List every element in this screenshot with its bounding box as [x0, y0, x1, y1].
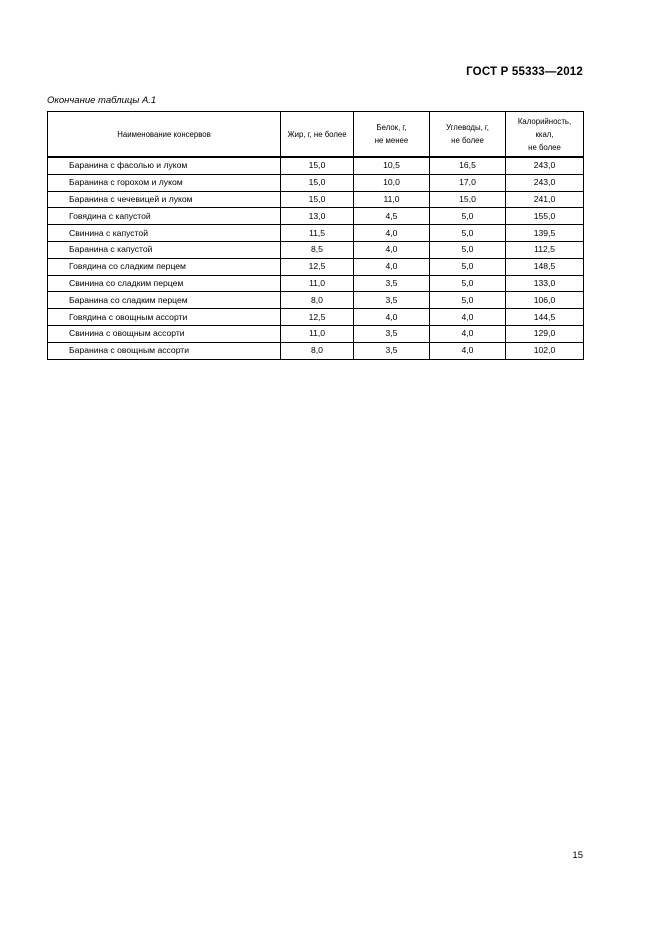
calories-cell: 155,0 — [506, 208, 584, 225]
fat-cell: 13,0 — [281, 208, 354, 225]
protein-cell: 4,0 — [354, 309, 430, 326]
carbs-cell: 5,0 — [430, 275, 506, 292]
product-name-cell: Свинина с овощным ассорти — [48, 325, 281, 342]
product-name-cell: Баранина со сладким перцем — [48, 292, 281, 309]
protein-cell: 4,5 — [354, 208, 430, 225]
fat-cell: 11,0 — [281, 275, 354, 292]
calories-cell: 106,0 — [506, 292, 584, 309]
product-name-cell: Говядина со сладким перцем — [48, 258, 281, 275]
table-row — [48, 191, 584, 208]
protein-cell: 3,5 — [354, 275, 430, 292]
carbs-cell: 5,0 — [430, 208, 506, 225]
fat-cell: 15,0 — [281, 174, 354, 191]
fat-cell: 12,5 — [281, 309, 354, 326]
calories-cell: 144,5 — [506, 309, 584, 326]
product-name-cell: Свинина с капустой — [48, 225, 281, 242]
fat-cell: 8,0 — [281, 292, 354, 309]
table-row — [48, 208, 584, 225]
column-header-text: Калорийность, — [517, 116, 572, 126]
calories-cell: 148,5 — [506, 258, 584, 275]
product-name-cell: Баранина с фасолью и луком — [48, 157, 281, 174]
protein-cell: 3,5 — [354, 325, 430, 342]
calories-cell: 241,0 — [506, 191, 584, 208]
table-row — [48, 325, 584, 342]
protein-cell: 10,0 — [354, 174, 430, 191]
fat-cell: 8,0 — [281, 342, 354, 359]
protein-cell: 4,0 — [354, 225, 430, 242]
document-code: ГОСТ Р 55333—2012 — [466, 66, 583, 78]
column-header-text: ккал, — [535, 129, 554, 139]
column-header-text: Углеводы, г, — [446, 123, 489, 132]
carbs-cell: 4,0 — [430, 309, 506, 326]
table-row — [48, 342, 584, 359]
table-row — [48, 241, 584, 258]
carbs-cell: 17,0 — [430, 174, 506, 191]
carbs-cell: 4,0 — [430, 325, 506, 342]
table-row — [48, 157, 584, 174]
calories-cell: 243,0 — [506, 157, 584, 174]
carbs-cell: 15,0 — [430, 191, 506, 208]
table-row — [48, 225, 584, 242]
column-header-fat — [281, 112, 354, 158]
fat-cell: 8,5 — [281, 241, 354, 258]
product-name-cell: Баранина с капустой — [48, 241, 281, 258]
product-name-cell: Говядина с овощным ассорти — [48, 309, 281, 326]
table-row — [48, 292, 584, 309]
carbs-cell: 5,0 — [430, 241, 506, 258]
carbs-cell: 5,0 — [430, 225, 506, 242]
fat-cell: 15,0 — [281, 191, 354, 208]
page-number: 15 — [572, 850, 583, 861]
table-row — [48, 258, 584, 275]
column-header-text: не более — [528, 142, 561, 152]
fat-cell: 11,5 — [281, 225, 354, 242]
calories-cell: 139,5 — [506, 225, 584, 242]
calories-cell: 112,5 — [506, 241, 584, 258]
table-row — [48, 275, 584, 292]
calories-cell: 133,0 — [506, 275, 584, 292]
protein-cell: 4,0 — [354, 241, 430, 258]
column-header-calories — [506, 112, 584, 158]
product-name-cell: Баранина с чечевицей и луком — [48, 191, 281, 208]
protein-cell: 10,5 — [354, 157, 430, 174]
fat-cell: 11,0 — [281, 325, 354, 342]
calories-cell: 102,0 — [506, 342, 584, 359]
table-row — [48, 309, 584, 326]
column-header-text: Белок, г, — [376, 123, 407, 132]
column-header-text: Жир, г, не более — [287, 129, 347, 139]
fat-cell: 15,0 — [281, 157, 354, 174]
product-name-cell: Баранина с горохом и луком — [48, 174, 281, 191]
carbs-cell: 16,5 — [430, 157, 506, 174]
protein-cell: 3,5 — [354, 342, 430, 359]
table-row — [48, 174, 584, 191]
protein-cell: 4,0 — [354, 258, 430, 275]
calories-cell: 243,0 — [506, 174, 584, 191]
table-header-row — [48, 112, 584, 158]
protein-cell: 3,5 — [354, 292, 430, 309]
column-header-protein — [354, 112, 430, 158]
protein-cell: 11,0 — [354, 191, 430, 208]
product-name-cell: Свинина со сладким перцем — [48, 275, 281, 292]
carbs-cell: 5,0 — [430, 258, 506, 275]
column-header-text: не более — [451, 136, 484, 145]
column-header-text: Наименование консервов — [117, 129, 211, 139]
fat-cell: 12,5 — [281, 258, 354, 275]
column-header-name — [48, 112, 281, 158]
product-name-cell: Баранина с овощным ассорти — [48, 342, 281, 359]
product-name-cell: Говядина с капустой — [48, 208, 281, 225]
carbs-cell: 5,0 — [430, 292, 506, 309]
column-header-carbs — [430, 112, 506, 158]
table-caption: Окончание таблицы А.1 — [47, 95, 157, 106]
nutrition-table — [47, 111, 584, 360]
column-header-text: не менее — [374, 136, 409, 145]
carbs-cell: 4,0 — [430, 342, 506, 359]
calories-cell: 129,0 — [506, 325, 584, 342]
